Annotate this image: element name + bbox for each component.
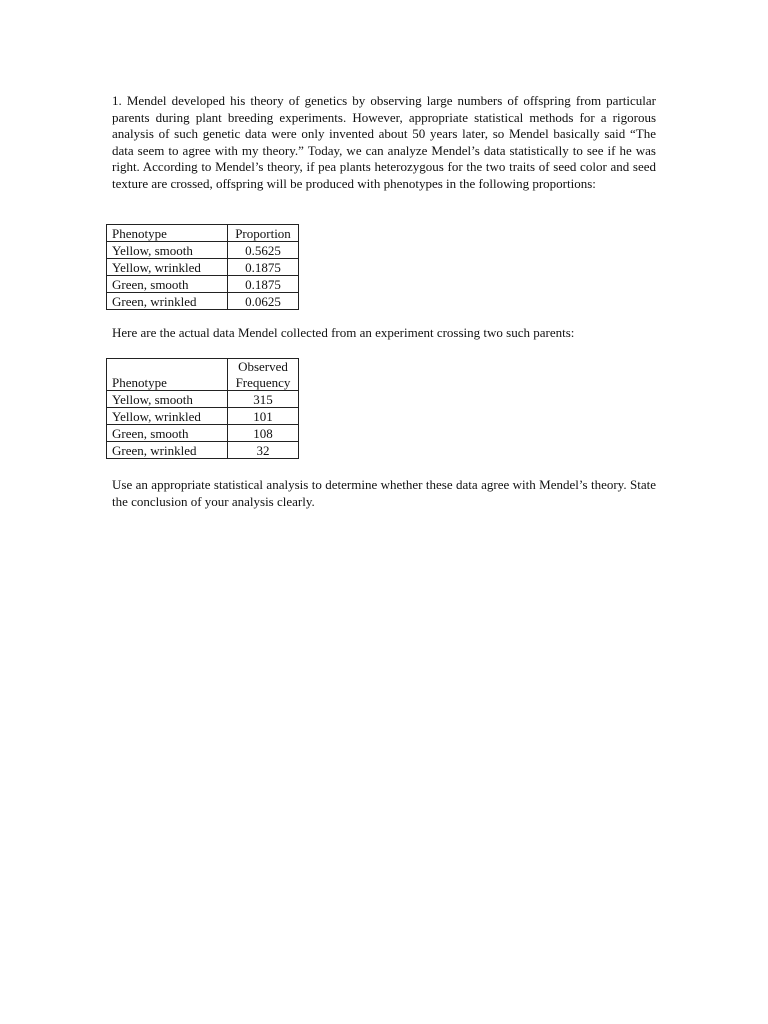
header-observed-frequency <box>228 359 299 391</box>
table-row <box>107 276 299 293</box>
frequency-cell: 315 <box>228 391 299 408</box>
table-row <box>107 408 299 425</box>
frequency-cell: 108 <box>228 425 299 442</box>
observed-data-intro: Here are the actual data Mendel collected from an experiment crossing two such parents: <box>112 325 575 340</box>
phenotype-cell: Green, smooth <box>107 276 228 293</box>
observed-frequency-table <box>106 358 299 459</box>
header-phenotype: Phenotype <box>107 225 228 242</box>
table-header-row <box>107 225 299 242</box>
phenotype-cell: Green, wrinkled <box>107 293 228 310</box>
header-frequency-line: Frequency <box>235 374 291 390</box>
table-row <box>107 293 299 310</box>
proportion-cell: 0.1875 <box>228 259 299 276</box>
proportion-cell: 0.0625 <box>228 293 299 310</box>
table-row <box>107 242 299 259</box>
expected-proportion-table <box>106 224 299 310</box>
problem-intro-paragraph: 1. Mendel developed his theory of genetics by observing large numbers of offspring from particular parents during plant breeding experiments. However, appropriate statistical methods for a rigorous analysis of such genetic data were only invented about 50 years later, so Mendel basically said “The data seem to agree with my theory.” Today, we can analyze Mendel’s data statistically to see if he was right. According to Mendel’s theory, if pea plants heterozygous for the two traits of seed color and seed texture are crossed, offspring will be produced with phenotypes in the following proportions: <box>112 93 656 191</box>
table-header-row <box>107 359 299 391</box>
frequency-cell: 32 <box>228 442 299 459</box>
frequency-cell: 101 <box>228 408 299 425</box>
header-observed-line: Observed <box>238 359 288 374</box>
phenotype-cell: Green, wrinkled <box>107 442 228 459</box>
phenotype-cell: Yellow, smooth <box>107 242 228 259</box>
phenotype-cell: Yellow, wrinkled <box>107 259 228 276</box>
phenotype-cell: Yellow, smooth <box>107 391 228 408</box>
table-row <box>107 442 299 459</box>
phenotype-cell: Yellow, wrinkled <box>107 408 228 425</box>
proportion-cell: 0.1875 <box>228 276 299 293</box>
table-row <box>107 259 299 276</box>
task-instruction-paragraph: Use an appropriate statistical analysis to determine whether these data agree with Mendel’s theory. State the conclusion of your analysis clearly. <box>112 477 656 509</box>
proportion-cell: 0.5625 <box>228 242 299 259</box>
table-row <box>107 391 299 408</box>
header-proportion: Proportion <box>228 225 299 242</box>
phenotype-cell: Green, smooth <box>107 425 228 442</box>
header-phenotype: Phenotype <box>107 359 228 391</box>
table-row <box>107 425 299 442</box>
